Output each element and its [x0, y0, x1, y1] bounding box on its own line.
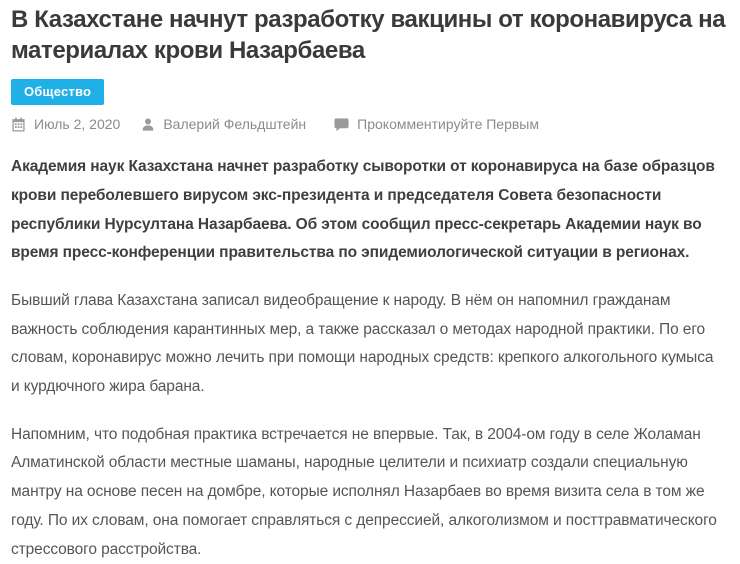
article-meta-row: [11, 116, 726, 132]
comment-bubble-icon: [334, 117, 349, 132]
article-lead-paragraph: Академия наук Казахстана начнет разработку сыворотки от коронавируса на базе образцов крови переболевшего вирусом экс-президента и председателя Совета безопасности республики Нурсултана Назарбаева. Об этом сообщил пресс-секретарь Академии наук во время пресс-конференции правительства по эпидемиологической ситуации в регионах.: [11, 158, 715, 262]
user-icon: [141, 117, 155, 132]
category-badge[interactable]: Общество: [11, 79, 104, 105]
post-author-label: Валерий Фельдштейн: [163, 116, 307, 133]
article-title: В Казахстане начнут разработку вакцины от коронавируса на материалах крови Назарбаева: [11, 6, 726, 64]
post-date: [11, 116, 120, 132]
post-comments-label: Прокомментируйте Первым: [357, 116, 539, 133]
article-body: [11, 153, 726, 564]
calendar-icon: [11, 117, 26, 132]
post-date-label: Июль 2, 2020: [34, 116, 121, 133]
post-comments-link[interactable]: [334, 116, 539, 132]
article-paragraph: Бывший глава Казахстана записал видеобращение к народу. В нём он напомнил гражданам важность соблюдения карантинных мер, а также рассказал о методах народной практики. По его словам, коронавирус можно лечить при помощи народных средств: крепкого алкогольного кумыса и курдючного жира барана.: [11, 292, 714, 396]
article-paragraph: Напомним, что подобная практика встречается не впервые. Так, в 2004-ом году в селе Жоламан Алматинской области местные шаманы, народные целители и психиатр создали специальную мантру на основе песен на домбре, которые исполнял Назарбаев во время визита села в том же году. По их словам, она помогает справляться с депрессией, алкоголизмом и посттравматического стрессового расстройства.: [11, 425, 717, 558]
post-author[interactable]: [141, 116, 306, 132]
